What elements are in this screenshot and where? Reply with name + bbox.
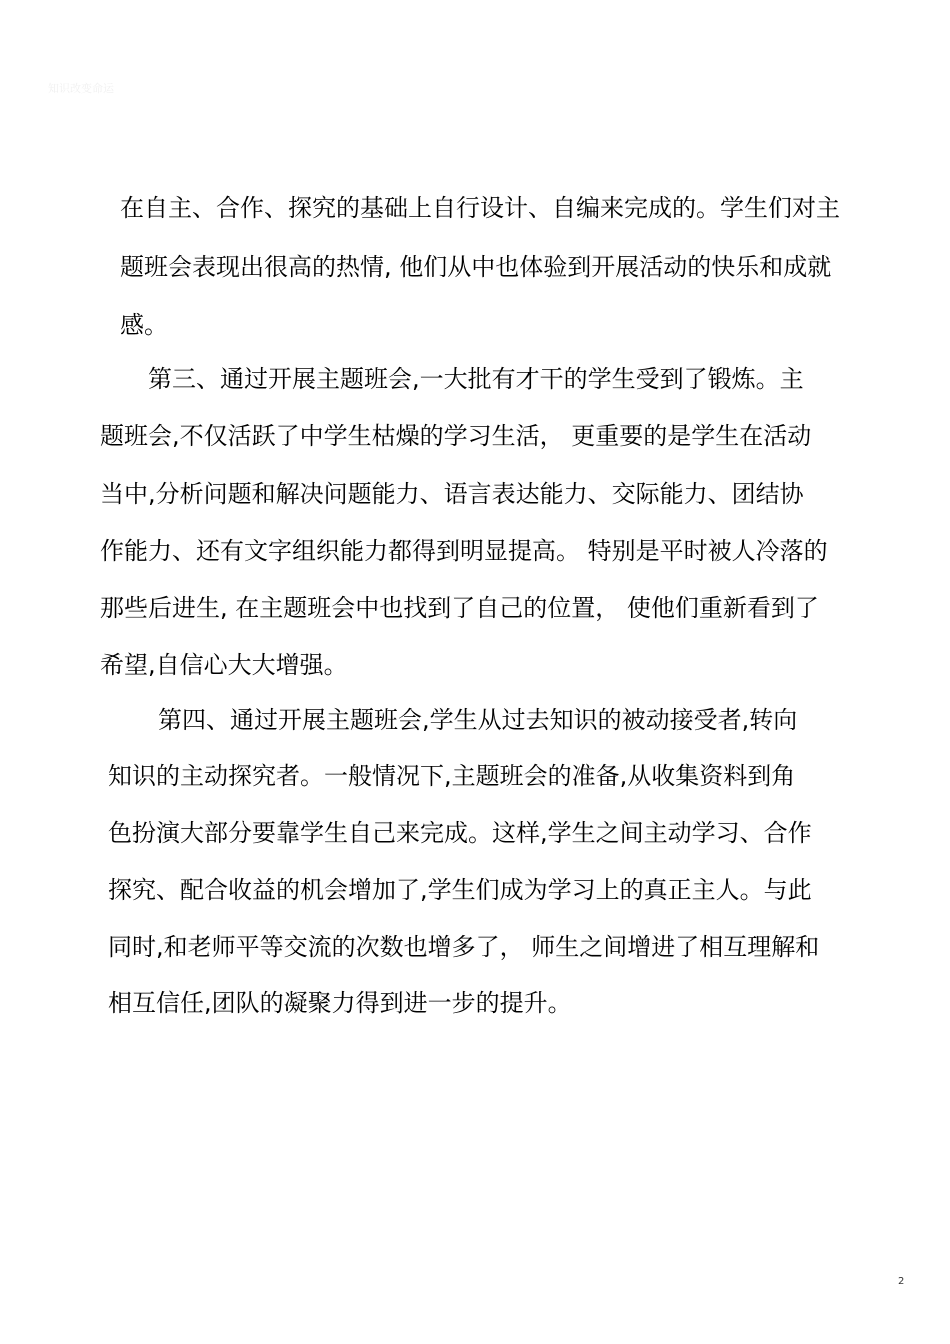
paragraph-line: 第三、通过开展主题班会,一大批有才干的学生受到了锻炼。主 (148, 365, 804, 393)
paragraph-line: 希望,自信心大大增强。 (100, 651, 348, 679)
paragraph-line: 探究、配合收益的机会增加了,学生们成为学习上的真正主人。与此 (108, 876, 812, 904)
paragraph-line: 当中,分析问题和解决问题能力、语言表达能力、交际能力、团结协 (100, 480, 804, 508)
page-number: 2 (898, 1276, 905, 1287)
paragraph-line: 感。 (120, 311, 168, 339)
paragraph-line: 相互信任,团队的凝聚力得到进一步的提升。 (108, 989, 572, 1017)
paragraph-line: 第四、通过开展主题班会,学生从过去知识的被动接受者,转向 (158, 706, 798, 734)
paragraph-line: 题班会,不仅活跃了中学生枯燥的学习生活， 更重要的是学生在活动 (100, 422, 812, 450)
watermark: 知识改变命运 (48, 82, 114, 95)
paragraph-line: 在自主、合作、探究的基础上自行设计、自编来完成的。学生们对主 (120, 194, 840, 222)
paragraph-line: 色扮演大部分要靠学生自己来完成。这样,学生之间主动学习、合作 (108, 819, 812, 847)
paragraph-line: 那些后进生, 在主题班会中也找到了自己的位置， 使他们重新看到了 (100, 594, 819, 622)
paragraph-line: 作能力、还有文字组织能力都得到明显提高。 特别是平时被人冷落的 (100, 537, 828, 565)
paragraph-line: 同时,和老师平等交流的次数也增多了， 师生之间增进了相互理解和 (108, 933, 820, 961)
paragraph-line: 题班会表现出很高的热情, 他们从中也体验到开展活动的快乐和成就 (120, 253, 832, 281)
paragraph-line: 知识的主动探究者。一般情况下,主题班会的准备,从收集资料到角 (108, 762, 796, 790)
